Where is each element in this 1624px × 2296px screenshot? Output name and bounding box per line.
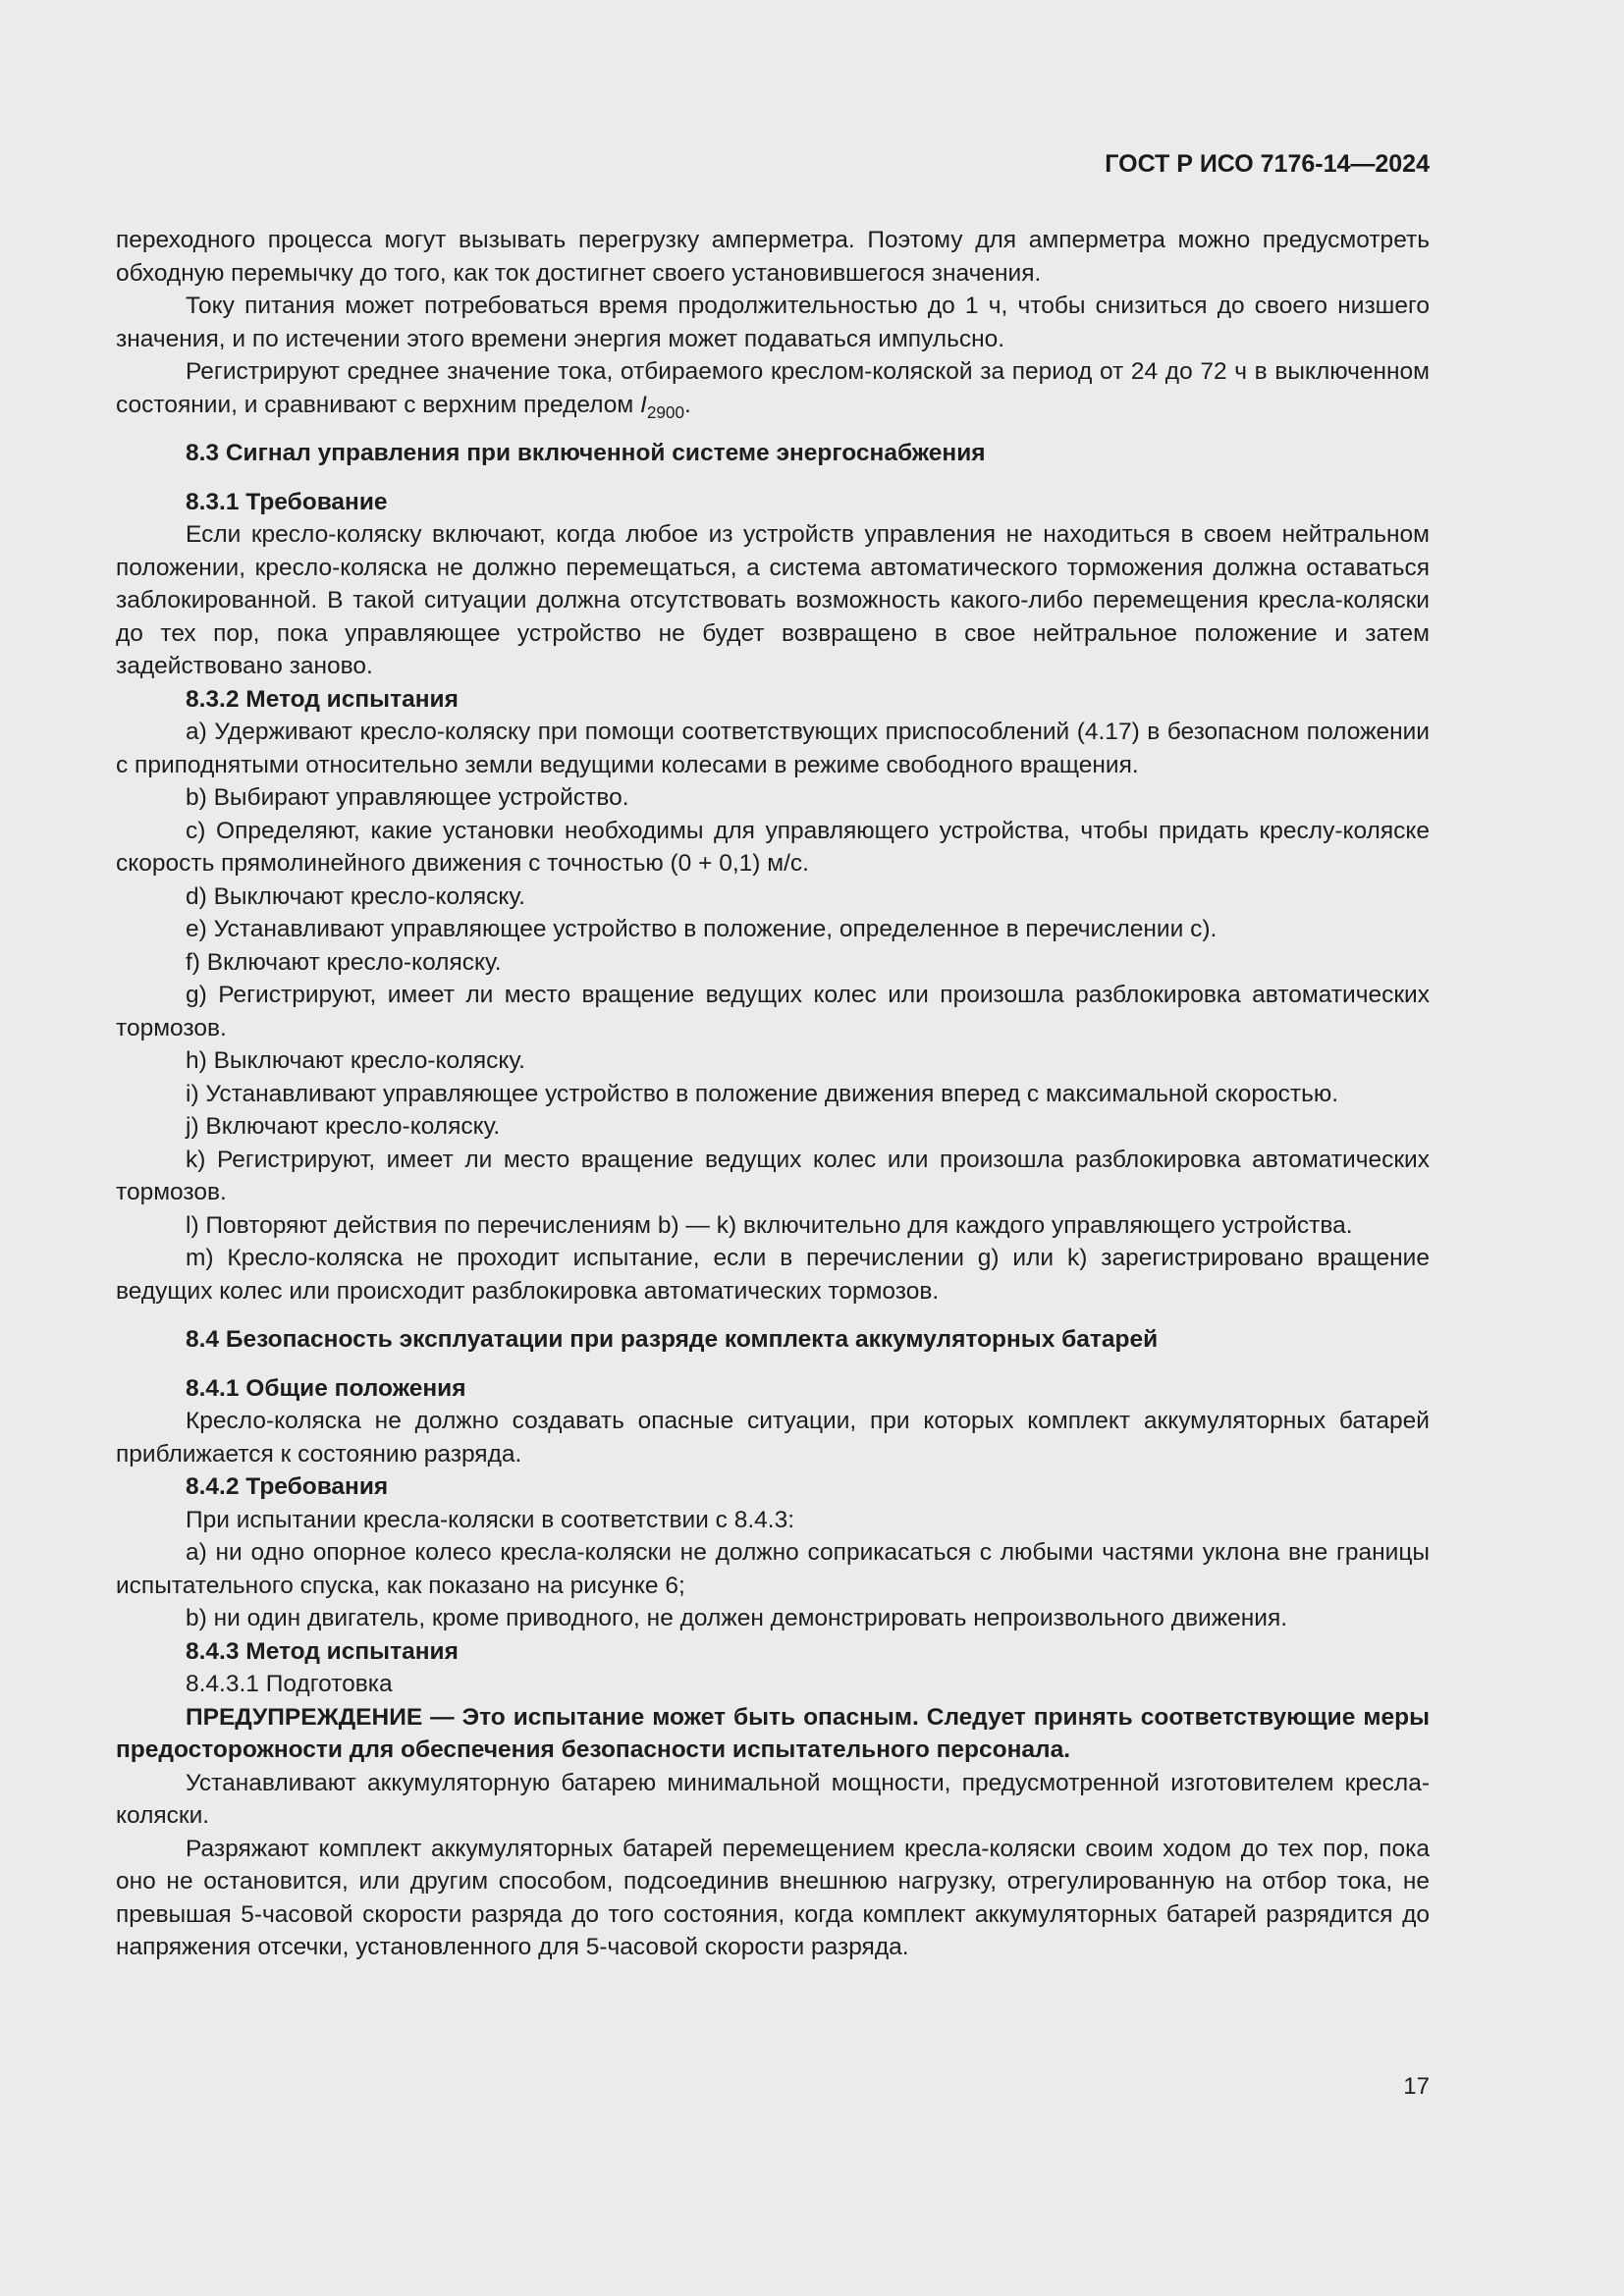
current-symbol: I (640, 391, 647, 418)
paragraph: При испытании кресла-коляски в соответствии с 8.4.3: (186, 1506, 795, 1533)
paragraph-end: . (684, 391, 691, 418)
subsection-heading-8-4-3-1: 8.4.3.1 Подготовка (186, 1671, 393, 1697)
subsection-heading-8-4-1: 8.4.1 Общие положения (186, 1374, 466, 1402)
subsection-heading-8-3-1: 8.3.1 Требование (186, 488, 388, 515)
paragraph: Кресло-коляска не должно создавать опасные ситуации, при которых комплект аккумуляторных батарей приближается к состоянию разряда. (116, 1408, 1430, 1468)
list-item: j) Включают кресло-коляску. (186, 1113, 501, 1140)
subsection-heading-8-3-2: 8.3.2 Метод испытания (186, 685, 459, 713)
warning-paragraph: ПРЕДУПРЕЖДЕНИЕ — Это испытание может быть опасным. Следует принять соответствующие меры предосторожности для обеспечения безопасности испытательного персонала. (116, 1703, 1430, 1763)
list-item: f) Включают кресло-коляску. (186, 948, 502, 976)
subsection-heading-8-4-2: 8.4.2 Требования (186, 1473, 389, 1500)
list-item: a) ни одно опорное колесо кресла-коляски не должно соприкасаться с любыми частями уклона вне границы испытательного спуска, как показано на рисунке 6; (116, 1539, 1430, 1599)
paragraph: Устанавливают аккумуляторную батарею минимальной мощности, предусмотренной изготовителем кресла-коляски. (116, 1769, 1430, 1829)
list-item: e) Устанавливают управляющее устройство в положение, определенное в перечислении c). (186, 916, 1218, 942)
page-body (116, 224, 1430, 1964)
list-item: l) Повторяют действия по перечислениям b) — k) включительно для каждого управляющего устройства. (186, 1211, 1353, 1239)
document-header (116, 147, 1430, 181)
list-item: m) Кресло-коляска не проходит испытание, если в перечислении g) или k) зарегистрировано вращение ведущих колес или происходит разблокировка автоматических тормозов. (116, 1245, 1430, 1305)
section-heading-8-3: 8.3 Сигнал управления при включенной системе энергоснабжения (186, 440, 986, 466)
list-item: g) Регистрируют, имеет ли место вращение ведущих колес или произошла разблокировка автоматических тормозов. (116, 982, 1430, 1041)
list-item: h) Выключают кресло-коляску. (186, 1047, 525, 1074)
list-item: c) Определяют, какие установки необходимы для управляющего устройства, чтобы придать креслу-коляске скорость прямолинейного движения с точностью (0 + 0,1) м/с. (116, 817, 1430, 877)
paragraph: Если кресло-коляску включают, когда любое из устройств управления не находиться в своем нейтральном положении, кресло-коляска не должно перемещаться, а система автоматического торможения должна оставаться заблокированной. В такой ситуации должна отсутствовать возможность какого-либо перемещения кресла-коляски до тех пор, пока управляющее устройство не будет возвращено в свое нейтральное положение и затем задействовано заново. (116, 521, 1430, 679)
subsection-heading-8-4-3: 8.4.3 Метод испытания (186, 1637, 459, 1665)
list-item: i) Устанавливают управляющее устройство в положение движения вперед с максимальной скоростью. (186, 1080, 1339, 1107)
page-number: 17 (1403, 2073, 1430, 2100)
current-subscript: 2900 (646, 401, 684, 422)
paragraph: переходного процесса могут вызывать перегрузку амперметра. Поэтому для амперметра можно предусмотреть обходную перемычку до того, как ток достигнет своего установившегося значения. (116, 227, 1430, 287)
list-item: b) ни один двигатель, кроме приводного, не должен демонстрировать непроизвольного движения. (186, 1605, 1288, 1631)
list-item: a) Удерживают кресло-коляску при помощи соответствующих приспособлений (4.17) в безопасном положении с приподнятыми относительно земли ведущими колесами в режиме свободного вращения. (116, 719, 1430, 778)
list-item: d) Выключают кресло-коляску. (186, 882, 525, 910)
paragraph: Разряжают комплект аккумуляторных батарей перемещением кресла-коляски своим ходом до тех пор, пока оно не остановится, или другим способом, подсоединив внешнюю нагрузку, отрегулированную на отбор тока, не превышая 5-часовой скорости разряда до того состояния, когда комплект аккумуляторных батарей разрядится до напряжения отсечки, установленного для 5-часовой скорости разряда. (116, 1835, 1430, 1960)
document-id: ГОСТ Р ИСО 7176-14—2024 (1105, 150, 1430, 178)
paragraph: Току питания может потребоваться время продолжительностью до 1 ч, чтобы снизиться до своего низшего значения, и по истечении этого времени энергия может подаваться импульсно. (116, 293, 1430, 352)
list-item: k) Регистрируют, имеет ли место вращение ведущих колес или произошла разблокировка автоматических тормозов. (116, 1146, 1430, 1205)
list-item: b) Выбирают управляющее устройство. (186, 784, 629, 811)
section-heading-8-4: 8.4 Безопасность эксплуатации при разряде комплекта аккумуляторных батарей (186, 1326, 1159, 1353)
paragraph-text: Регистрируют среднее значение тока, отбираемого креслом-коляской за период от 24 до 72 ч в выключенном состоянии, и сравнивают с верхним пределом (116, 358, 1430, 418)
paragraph-with-formula (116, 355, 1430, 421)
